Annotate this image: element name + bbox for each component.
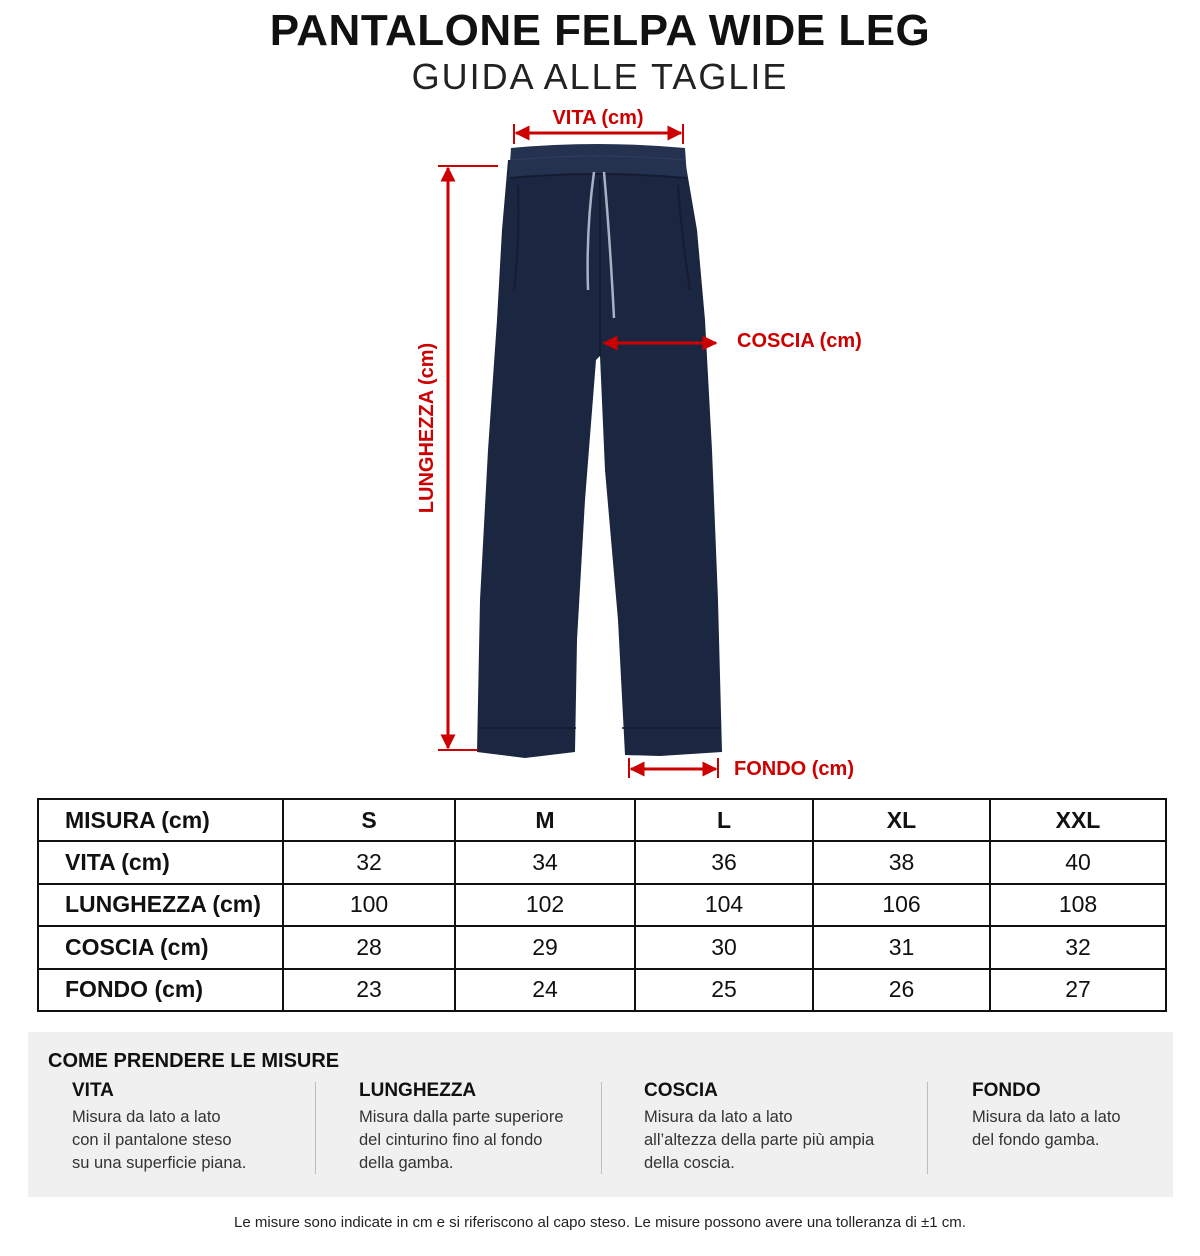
how-to-fondo-text: Misura da lato a lato del fondo gamba. <box>972 1108 1121 1149</box>
footnote: Le misure sono indicate in cm e si riferiscono al capo steso. Le misure possono avere una tolleranza di ±1 cm. <box>234 1214 966 1231</box>
table-cell: 102 <box>455 884 635 926</box>
table-cell: 32 <box>283 841 455 883</box>
table-cell: 40 <box>990 841 1166 883</box>
thigh-label: COSCIA (cm) <box>737 330 862 352</box>
table-cell: 25 <box>635 969 813 1011</box>
table-cell: 34 <box>455 841 635 883</box>
size-header-s: S <box>283 799 455 841</box>
row-label: COSCIA (cm) <box>38 926 283 968</box>
table-cell: 104 <box>635 884 813 926</box>
table-row-coscia <box>38 926 1166 968</box>
table-cell: 29 <box>455 926 635 968</box>
page-subtitle: GUIDA ALLE TAGLIE <box>411 56 789 97</box>
table-cell: 106 <box>813 884 990 926</box>
table-cell: 36 <box>635 841 813 883</box>
table-cell: 100 <box>283 884 455 926</box>
how-to-lunghezza-text: Misura dalla parte superiore del cinturino fino al fondo della gamba. <box>359 1108 564 1172</box>
table-cell: 27 <box>990 969 1166 1011</box>
table-cell: 38 <box>813 841 990 883</box>
how-to-coscia-title: COSCIA <box>644 1080 718 1101</box>
page-title: PANTALONE FELPA WIDE LEG <box>269 6 931 55</box>
column-divider <box>927 1082 928 1174</box>
waist-label: VITA (cm) <box>552 107 644 129</box>
size-table-header-label: MISURA (cm) <box>38 799 283 841</box>
row-label: LUNGHEZZA (cm) <box>38 884 283 926</box>
hem-label: FONDO (cm) <box>734 758 854 780</box>
size-header-m: M <box>455 799 635 841</box>
table-row-lunghezza <box>38 884 1166 926</box>
how-to-fondo <box>972 1080 1121 1152</box>
how-to-lunghezza <box>359 1080 564 1175</box>
column-divider <box>315 1082 316 1174</box>
table-cell: 31 <box>813 926 990 968</box>
row-label: VITA (cm) <box>38 841 283 883</box>
table-row-vita <box>38 841 1166 883</box>
how-to-vita-title: VITA <box>72 1080 114 1101</box>
size-table <box>37 798 1167 1012</box>
column-divider <box>601 1082 602 1174</box>
how-to-vita-text: Misura da lato a lato con il pantalone steso su una superficie piana. <box>72 1108 247 1172</box>
pants-illustration <box>477 144 722 758</box>
table-cell: 32 <box>990 926 1166 968</box>
size-header-xxl: XXL <box>990 799 1166 841</box>
how-to-measure-panel <box>28 1032 1173 1197</box>
length-label: LUNGHEZZA (cm) <box>416 342 438 514</box>
table-cell: 30 <box>635 926 813 968</box>
size-table-header-row <box>38 799 1166 841</box>
row-label: FONDO (cm) <box>38 969 283 1011</box>
table-cell: 28 <box>283 926 455 968</box>
table-cell: 24 <box>455 969 635 1011</box>
table-cell: 108 <box>990 884 1166 926</box>
table-cell: 23 <box>283 969 455 1011</box>
table-row-fondo <box>38 969 1166 1011</box>
how-to-coscia <box>644 1080 874 1175</box>
how-to-lunghezza-title: LUNGHEZZA <box>359 1080 477 1101</box>
table-cell: 26 <box>813 969 990 1011</box>
size-header-xl: XL <box>813 799 990 841</box>
how-to-coscia-text: Misura da lato a lato all’altezza della parte più ampia della coscia. <box>644 1108 875 1172</box>
size-header-l: L <box>635 799 813 841</box>
how-to-measure-title: COME PRENDERE LE MISURE <box>48 1050 340 1072</box>
how-to-vita <box>72 1080 246 1175</box>
how-to-fondo-title: FONDO <box>972 1080 1041 1101</box>
pants-waistband <box>509 144 687 178</box>
